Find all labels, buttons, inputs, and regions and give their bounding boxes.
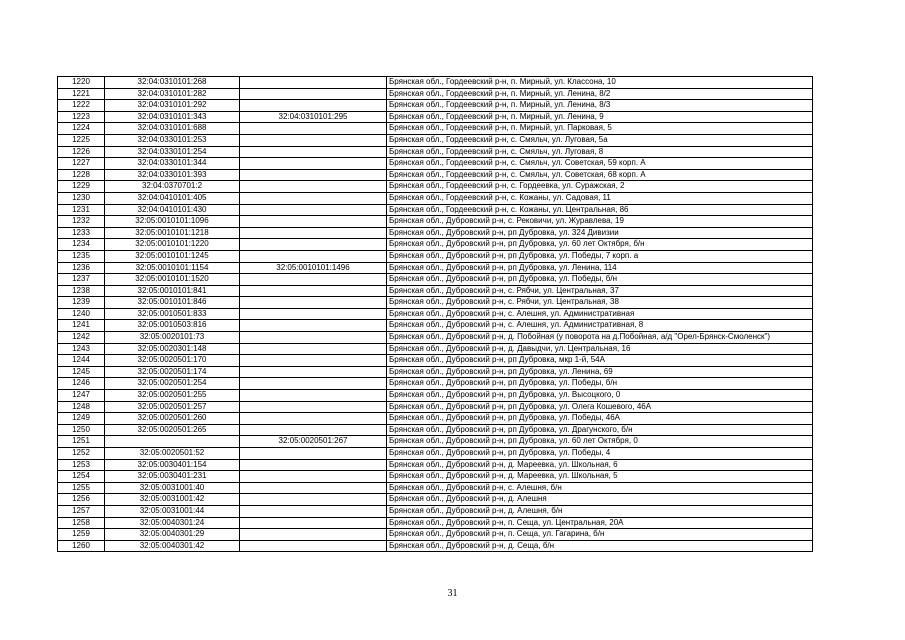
table-row <box>58 320 813 332</box>
previous-cadastral-number-cell <box>240 146 387 158</box>
cadastral-number-cell: 32:05:0020301:148 <box>105 343 240 355</box>
row-number-cell: 1258 <box>58 517 105 529</box>
row-number-cell: 1243 <box>58 343 105 355</box>
row-number-cell: 1231 <box>58 204 105 216</box>
previous-cadastral-number-cell <box>240 494 387 506</box>
cadastral-number-cell: 32:04:0310101:268 <box>105 77 240 89</box>
address-cell: Брянская обл., Дубровский р-н, д. Давыдчи, ул. Центральная, 16 <box>387 343 813 355</box>
previous-cadastral-number-cell <box>240 250 387 262</box>
cadastral-number-cell: 32:05:0010101:841 <box>105 285 240 297</box>
row-number-cell: 1250 <box>58 424 105 436</box>
previous-cadastral-number-cell <box>240 424 387 436</box>
table-row <box>58 285 813 297</box>
previous-cadastral-number-cell <box>240 134 387 146</box>
address-cell: Брянская обл., Дубровский р-н, д. Мареевка, ул. Школьная, 6 <box>387 459 813 471</box>
previous-cadastral-number-cell <box>240 401 387 413</box>
previous-cadastral-number-cell <box>240 517 387 529</box>
previous-cadastral-number-cell <box>240 378 387 390</box>
row-number-cell: 1249 <box>58 413 105 425</box>
address-cell: Брянская обл., Гордеевский р-н, с. Гордеевка, ул. Суражская, 2 <box>387 181 813 193</box>
previous-cadastral-number-cell <box>240 540 387 552</box>
table-row <box>58 123 813 135</box>
table-row <box>58 308 813 320</box>
row-number-cell: 1260 <box>58 540 105 552</box>
row-number-cell: 1224 <box>58 123 105 135</box>
page-number: 31 <box>447 588 458 599</box>
row-number-cell: 1220 <box>58 77 105 89</box>
cadastral-number-cell: 32:05:0030401:231 <box>105 471 240 483</box>
cadastral-number-cell: 32:04:0410101:405 <box>105 192 240 204</box>
address-cell: Брянская обл., Дубровский р-н, с. Рековичи, ул. Журавлева, 19 <box>387 216 813 228</box>
address-cell: Брянская обл., Дубровский р-н, рп Дубровка, ул. Ленина, 114 <box>387 262 813 274</box>
previous-cadastral-number-cell <box>240 297 387 309</box>
table-row <box>58 494 813 506</box>
previous-cadastral-number-cell <box>240 320 387 332</box>
previous-cadastral-number-cell <box>240 448 387 460</box>
row-number-cell: 1237 <box>58 274 105 286</box>
table-row <box>58 158 813 170</box>
cadastral-number-cell: 32:05:0010101:1220 <box>105 239 240 251</box>
previous-cadastral-number-cell <box>240 482 387 494</box>
row-number-cell: 1241 <box>58 320 105 332</box>
previous-cadastral-number-cell <box>240 123 387 135</box>
previous-cadastral-number-cell <box>240 459 387 471</box>
cadastral-number-cell: 32:05:0030401:154 <box>105 459 240 471</box>
row-number-cell: 1247 <box>58 390 105 402</box>
previous-cadastral-number-cell <box>240 192 387 204</box>
row-number-cell: 1232 <box>58 216 105 228</box>
address-cell: Брянская обл., Дубровский р-н, с. Алешня, ул. Административная <box>387 308 813 320</box>
cadastral-number-cell: 32:04:0310101:292 <box>105 100 240 112</box>
address-cell: Брянская обл., Дубровский р-н, с. Алешня, ул. Административная, 8 <box>387 320 813 332</box>
previous-cadastral-number-cell <box>240 216 387 228</box>
cadastral-number-cell: 32:04:0330101:253 <box>105 134 240 146</box>
table-row <box>58 459 813 471</box>
table-row <box>58 401 813 413</box>
cadastral-number-cell: 32:05:0031001:42 <box>105 494 240 506</box>
cadastral-number-cell: 32:05:0020501:52 <box>105 448 240 460</box>
row-number-cell: 1244 <box>58 355 105 367</box>
previous-cadastral-number-cell <box>240 343 387 355</box>
row-number-cell: 1228 <box>58 169 105 181</box>
address-cell: Брянская обл., Дубровский р-н, рп Дубровка, ул. Победы, б/н <box>387 378 813 390</box>
row-number-cell: 1222 <box>58 100 105 112</box>
table-row <box>58 424 813 436</box>
address-cell: Брянская обл., Дубровский р-н, д. Алешня <box>387 494 813 506</box>
table-row <box>58 250 813 262</box>
table-row <box>58 297 813 309</box>
row-number-cell: 1255 <box>58 482 105 494</box>
cadastral-number-cell: 32:05:0010101:1154 <box>105 262 240 274</box>
previous-cadastral-number-cell <box>240 355 387 367</box>
row-number-cell: 1257 <box>58 505 105 517</box>
address-cell: Брянская обл., Гордеевский р-н, п. Мирный, ул. Классона, 10 <box>387 77 813 89</box>
previous-cadastral-number-cell <box>240 529 387 541</box>
address-cell: Брянская обл., Дубровский р-н, с. Рябчи, ул. Центральная, 37 <box>387 285 813 297</box>
row-number-cell: 1236 <box>58 262 105 274</box>
table-row <box>58 192 813 204</box>
row-number-cell: 1233 <box>58 227 105 239</box>
previous-cadastral-number-cell <box>240 181 387 193</box>
previous-cadastral-number-cell <box>240 505 387 517</box>
row-number-cell: 1226 <box>58 146 105 158</box>
address-cell: Брянская обл., Дубровский р-н, д. Алешня, б/н <box>387 505 813 517</box>
cadastral-number-cell: 32:05:0010503:816 <box>105 320 240 332</box>
row-number-cell: 1242 <box>58 332 105 344</box>
row-number-cell: 1253 <box>58 459 105 471</box>
table-row <box>58 216 813 228</box>
table-row <box>58 505 813 517</box>
table-row <box>58 448 813 460</box>
address-cell: Брянская обл., Дубровский р-н, д. Побойная (у поворота на д.Побойная, а/д "Орел-Брянск-Смоленск") <box>387 332 813 344</box>
row-number-cell: 1225 <box>58 134 105 146</box>
cadastral-number-cell: 32:04:0310101:688 <box>105 123 240 135</box>
previous-cadastral-number-cell <box>240 100 387 112</box>
previous-cadastral-number-cell <box>240 471 387 483</box>
cadastral-number-cell: 32:05:0031001:44 <box>105 505 240 517</box>
table-row <box>58 169 813 181</box>
cadastral-number-cell: 32:05:0010101:846 <box>105 297 240 309</box>
table-row <box>58 471 813 483</box>
address-cell: Брянская обл., Гордеевский р-н, с. Смяльч, ул. Луговая, 5а <box>387 134 813 146</box>
row-number-cell: 1256 <box>58 494 105 506</box>
row-number-cell: 1254 <box>58 471 105 483</box>
table-row <box>58 529 813 541</box>
cadastral-number-cell: 32:04:0370701:2 <box>105 181 240 193</box>
address-cell: Брянская обл., Дубровский р-н, рп Дубровка, ул. Победы, 46А <box>387 413 813 425</box>
address-cell: Брянская обл., Дубровский р-н, рп Дубровка, ул. Ленина, 69 <box>387 366 813 378</box>
previous-cadastral-number-cell <box>240 88 387 100</box>
previous-cadastral-number-cell <box>240 204 387 216</box>
table-row <box>58 482 813 494</box>
previous-cadastral-number-cell <box>240 158 387 170</box>
table-row <box>58 100 813 112</box>
cadastral-table <box>57 76 813 552</box>
row-number-cell: 1245 <box>58 366 105 378</box>
table-row <box>58 413 813 425</box>
row-number-cell: 1238 <box>58 285 105 297</box>
cadastral-number-cell: 32:05:0020501:255 <box>105 390 240 402</box>
address-cell: Брянская обл., Гордеевский р-н, с. Смяльч, ул. Советская, 59 корп. А <box>387 158 813 170</box>
address-cell: Брянская обл., Дубровский р-н, д. Сеща, б/н <box>387 540 813 552</box>
cadastral-number-cell: 32:04:0310101:343 <box>105 111 240 123</box>
table-row <box>58 517 813 529</box>
cadastral-number-cell: 32:05:0031001:40 <box>105 482 240 494</box>
address-cell: Брянская обл., Дубровский р-н, рп Дубровка, мкр 1-й, 54А <box>387 355 813 367</box>
table-row <box>58 262 813 274</box>
row-number-cell: 1234 <box>58 239 105 251</box>
previous-cadastral-number-cell <box>240 366 387 378</box>
table-row <box>58 343 813 355</box>
address-cell: Брянская обл., Дубровский р-н, рп Дубровка, ул. 60 лет Октября, 0 <box>387 436 813 448</box>
address-cell: Брянская обл., Дубровский р-н, рп Дубровка, ул. Драгунского, б/н <box>387 424 813 436</box>
cadastral-number-cell: 32:05:0010101:1218 <box>105 227 240 239</box>
row-number-cell: 1251 <box>58 436 105 448</box>
address-cell: Брянская обл., Дубровский р-н, рп Дубровка, ул. Олега Кошевого, 46А <box>387 401 813 413</box>
table-row <box>58 436 813 448</box>
table-row <box>58 378 813 390</box>
previous-cadastral-number-cell <box>240 239 387 251</box>
cadastral-number-cell: 32:05:0020501:174 <box>105 366 240 378</box>
cadastral-number-cell: 32:04:0410101:430 <box>105 204 240 216</box>
cadastral-number-cell: 32:05:0040301:42 <box>105 540 240 552</box>
table-row <box>58 77 813 89</box>
address-cell: Брянская обл., Гордеевский р-н, п. Мирный, ул. Ленина, 9 <box>387 111 813 123</box>
row-number-cell: 1230 <box>58 192 105 204</box>
previous-cadastral-number-cell <box>240 413 387 425</box>
cadastral-number-cell: 32:05:0010501:833 <box>105 308 240 320</box>
cadastral-number-cell: 32:04:0310101:282 <box>105 88 240 100</box>
table-row <box>58 88 813 100</box>
row-number-cell: 1240 <box>58 308 105 320</box>
table-row <box>58 227 813 239</box>
table-row <box>58 181 813 193</box>
row-number-cell: 1227 <box>58 158 105 170</box>
cadastral-number-cell <box>105 436 240 448</box>
cadastral-number-cell: 32:05:0020501:254 <box>105 378 240 390</box>
previous-cadastral-number-cell <box>240 285 387 297</box>
row-number-cell: 1223 <box>58 111 105 123</box>
address-cell: Брянская обл., Дубровский р-н, п. Сеща, ул. Центральная, 20А <box>387 517 813 529</box>
previous-cadastral-number-cell <box>240 169 387 181</box>
previous-cadastral-number-cell: 32:04:0310101:295 <box>240 111 387 123</box>
previous-cadastral-number-cell <box>240 227 387 239</box>
cadastral-number-cell: 32:04:0330101:254 <box>105 146 240 158</box>
previous-cadastral-number-cell <box>240 77 387 89</box>
cadastral-number-cell: 32:05:0020501:170 <box>105 355 240 367</box>
table-row <box>58 366 813 378</box>
address-cell: Брянская обл., Дубровский р-н, рп Дубровка, ул. Победы, 7 корп. а <box>387 250 813 262</box>
table-row <box>58 134 813 146</box>
table-row <box>58 540 813 552</box>
previous-cadastral-number-cell <box>240 332 387 344</box>
address-cell: Брянская обл., Гордеевский р-н, п. Мирный, ул. Ленина, 8/2 <box>387 88 813 100</box>
row-number-cell: 1229 <box>58 181 105 193</box>
row-number-cell: 1248 <box>58 401 105 413</box>
row-number-cell: 1235 <box>58 250 105 262</box>
address-cell: Брянская обл., Гордеевский р-н, с. Смяльч, ул. Луговая, 8 <box>387 146 813 158</box>
cadastral-number-cell: 32:05:0020501:260 <box>105 413 240 425</box>
address-cell: Брянская обл., Дубровский р-н, рп Дубровка, ул. 60 лет Октября, б/н <box>387 239 813 251</box>
table-row <box>58 111 813 123</box>
table-row <box>58 274 813 286</box>
row-number-cell: 1252 <box>58 448 105 460</box>
cadastral-number-cell: 32:05:0020501:257 <box>105 401 240 413</box>
previous-cadastral-number-cell <box>240 308 387 320</box>
address-cell: Брянская обл., Дубровский р-н, рп Дубровка, ул. 324 Дивизии <box>387 227 813 239</box>
address-cell: Брянская обл., Гордеевский р-н, п. Мирный, ул. Парковая, 5 <box>387 123 813 135</box>
table-row <box>58 239 813 251</box>
cadastral-number-cell: 32:05:0020101:73 <box>105 332 240 344</box>
cadastral-number-cell: 32:05:0040301:29 <box>105 529 240 541</box>
previous-cadastral-number-cell: 32:05:0020501:267 <box>240 436 387 448</box>
table-row <box>58 332 813 344</box>
cadastral-number-cell: 32:05:0010101:1520 <box>105 274 240 286</box>
address-cell: Брянская обл., Гордеевский р-н, с. Смяльч, ул. Советская, 68 корп. А <box>387 169 813 181</box>
cadastral-number-cell: 32:04:0330101:393 <box>105 169 240 181</box>
previous-cadastral-number-cell <box>240 274 387 286</box>
address-cell: Брянская обл., Гордеевский р-н, п. Мирный, ул. Ленина, 8/3 <box>387 100 813 112</box>
address-cell: Брянская обл., Дубровский р-н, с. Рябчи, ул. Центральная, 38 <box>387 297 813 309</box>
table-row <box>58 355 813 367</box>
previous-cadastral-number-cell: 32:05:0010101:1496 <box>240 262 387 274</box>
address-cell: Брянская обл., Дубровский р-н, с. Алешня, б/н <box>387 482 813 494</box>
row-number-cell: 1246 <box>58 378 105 390</box>
address-cell: Брянская обл., Дубровский р-н, д. Мареевка, ул. Школьная, 5 <box>387 471 813 483</box>
cadastral-number-cell: 32:04:0330101:344 <box>105 158 240 170</box>
row-number-cell: 1259 <box>58 529 105 541</box>
previous-cadastral-number-cell <box>240 390 387 402</box>
table-row <box>58 204 813 216</box>
table-row <box>58 146 813 158</box>
cadastral-number-cell: 32:05:0040301:24 <box>105 517 240 529</box>
address-cell: Брянская обл., Дубровский р-н, рп Дубровка, ул. Победы, 4 <box>387 448 813 460</box>
cadastral-table-body <box>58 77 813 552</box>
address-cell: Брянская обл., Гордеевский р-н, с. Кожаны, ул. Садовая, 11 <box>387 192 813 204</box>
address-cell: Брянская обл., Дубровский р-н, п. Сеща, ул. Гагарина, б/н <box>387 529 813 541</box>
table-row <box>58 390 813 402</box>
address-cell: Брянская обл., Дубровский р-н, рп Дубровка, ул. Высоцкого, 0 <box>387 390 813 402</box>
row-number-cell: 1221 <box>58 88 105 100</box>
cadastral-number-cell: 32:05:0020501:265 <box>105 424 240 436</box>
cadastral-number-cell: 32:05:0010101:1245 <box>105 250 240 262</box>
row-number-cell: 1239 <box>58 297 105 309</box>
cadastral-number-cell: 32:05:0010101:1096 <box>105 216 240 228</box>
address-cell: Брянская обл., Гордеевский р-н, с. Кожаны, ул. Центральная, 86 <box>387 204 813 216</box>
address-cell: Брянская обл., Дубровский р-н, рп Дубровка, ул. Победы, б/н <box>387 274 813 286</box>
